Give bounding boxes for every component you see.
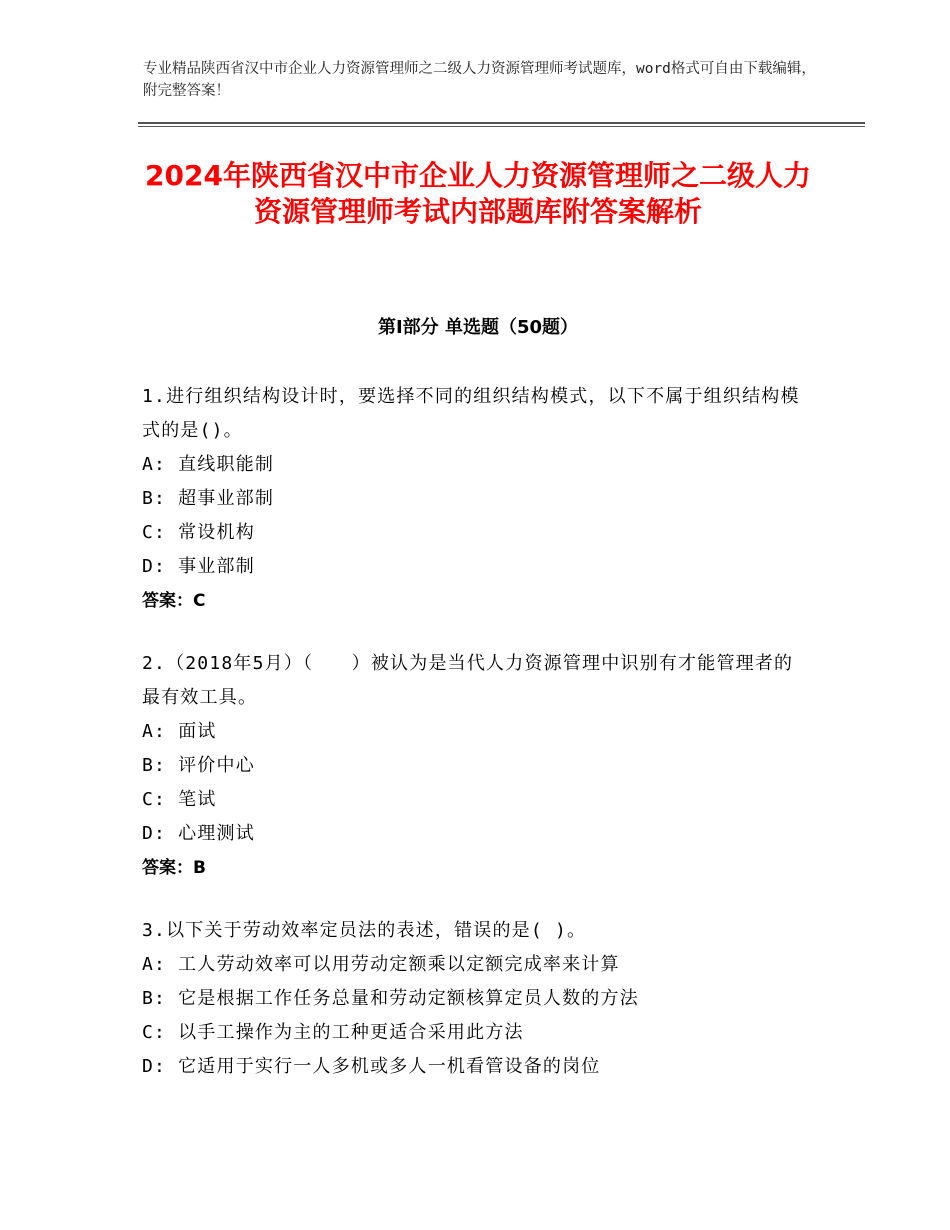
question-stem: 3.以下关于劳动效率定员法的表述，错误的是( )。 <box>142 920 587 941</box>
header-rule-thin <box>138 126 865 127</box>
question-1 <box>142 380 812 618</box>
question-2 <box>142 647 812 885</box>
option-c: C: 常设机构 <box>142 522 255 543</box>
option-a: A: 面试 <box>142 721 217 742</box>
option-b: B: 评价中心 <box>142 755 255 776</box>
document-title: 2024年陕西省汉中市企业人力资源管理师之二级人力资源管理师考试内部题库附答案解析 <box>145 159 811 228</box>
section-title: 第Ⅰ部分 单选题（50题） <box>377 317 578 338</box>
header-rule-thick <box>138 122 865 124</box>
option-d: D: 心理测试 <box>142 823 255 844</box>
option-b: B: 它是根据工作任务总量和劳动定额核算定员人数的方法 <box>142 988 639 1009</box>
question-list <box>142 380 812 1084</box>
option-c: C: 笔试 <box>142 789 217 810</box>
question-3 <box>142 914 812 1084</box>
question-stem: 1.进行组织结构设计时，要选择不同的组织结构模式，以下不属于组织结构模式的是()。 <box>142 386 800 441</box>
answer-label: 答案：B <box>142 858 206 878</box>
option-c: C: 以手工操作为主的工种更适合采用此方法 <box>142 1022 524 1043</box>
option-d: D: 事业部制 <box>142 556 255 577</box>
question-stem: 2.（2018年5月）（ ）被认为是当代人力资源管理中识别有才能管理者的最有效工具。 <box>142 653 794 708</box>
answer-label: 答案：C <box>142 591 206 611</box>
option-d: D: 它适用于实行一人多机或多人一机看管设备的岗位 <box>142 1056 601 1077</box>
option-b: B: 超事业部制 <box>142 488 275 509</box>
option-a: A: 直线职能制 <box>142 454 275 475</box>
option-a: A: 工人劳动效率可以用劳动定额乘以定额完成率来计算 <box>142 954 620 975</box>
header-note: 专业精品陕西省汉中市企业人力资源管理师之二级人力资源管理师考试题库，word格式可自由下载编辑，附完整答案！ <box>143 61 816 99</box>
